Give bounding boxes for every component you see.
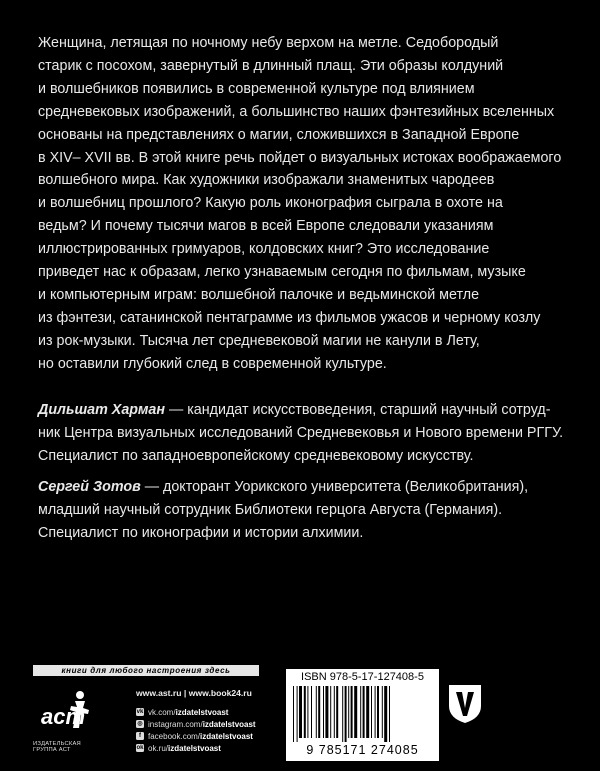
description-line: приведет нас к образам, легко узнаваемым сегодня по фильмам, музыке: [38, 264, 526, 281]
tagline: книги для любого настроения здесь: [33, 665, 259, 676]
social-url-prefix: ok.ru/: [148, 743, 169, 753]
barcode-bar: [293, 686, 294, 742]
barcode-bar: [304, 686, 306, 738]
barcode-bar: [360, 686, 361, 738]
description-line: основаны на представлениях о магии, сложившихся в Западной Европе: [38, 126, 520, 143]
social-url-prefix: instagram.com/: [148, 719, 203, 729]
description-line: но оставили глубокий след в современной культуре.: [38, 355, 387, 372]
odnoklassniki-icon: ok: [136, 745, 144, 751]
websites[interactable]: www.ast.ru | www.book24.ru: [136, 688, 252, 698]
description-line: волшебного мира. Как художники изображали знаменитых чародеев: [38, 172, 495, 189]
barcode-bar: [336, 686, 338, 738]
barcode-bar: [334, 686, 335, 738]
author-name: Сергей Зотов: [38, 479, 141, 495]
social-handle: izdatelstvoast: [200, 731, 253, 741]
description-line: Женщина, летящая по ночному небу верхом на метле. Седобородый: [38, 35, 499, 51]
social-links: [136, 706, 256, 754]
barcode-bar: [348, 686, 349, 738]
social-handle: izdatelstvoast: [202, 719, 256, 729]
description-line: из фэнтези, сатанинской пентаграмме из фильмов ужасов и черному козлу: [38, 309, 541, 326]
barcode-bar: [371, 686, 372, 738]
barcode-bar: [297, 686, 298, 742]
author-name: Дильшат Харман: [38, 402, 165, 418]
vk-icon: vk: [136, 709, 144, 715]
barcode-bar: [330, 686, 331, 738]
barcode-bar: [299, 686, 302, 738]
barcode-bar: [354, 686, 357, 738]
description-line: иллюстрированных гримуаров, колдовских книг? Это исследование: [38, 241, 490, 258]
barcode-bar: [351, 686, 353, 738]
facebook-icon: f: [136, 732, 144, 740]
barcode-number: 9 785171 274085: [306, 743, 419, 757]
ast-logo-icon: [37, 688, 95, 736]
social-url-prefix: facebook.com/: [148, 731, 201, 741]
barcode-bar: [345, 686, 347, 742]
barcode-bar: [384, 686, 387, 742]
description-line: и компьютерным играм: волшебной палочке и ведьминской метле: [38, 286, 480, 303]
instagram-icon: ◎: [137, 721, 143, 727]
barcode-bar: [377, 686, 379, 738]
publisher-name: ИЗДАТЕЛЬСКАЯ ГРУППА АСТ: [33, 741, 81, 753]
barcode-bar: [382, 686, 383, 738]
description-line: из рок-музыки. Тысяча лет средневековой магии не канули в Лету,: [38, 332, 480, 349]
social-handle: izdatelstvoast: [168, 743, 221, 753]
logo-text: аст: [41, 704, 86, 729]
description-line: и волшебников появились в современной культуре под влиянием: [38, 80, 475, 97]
back-cover-footer: [33, 664, 567, 764]
barcode-bar: [342, 686, 343, 742]
barcode-bar: [316, 686, 317, 738]
description-line: и волшебниц прошлого? Какую роль иконография сыграла в охоте на: [38, 195, 503, 212]
description-line: старик с посохом, завернутый в длинный плащ. Эти образы колдуний: [38, 57, 504, 74]
author-bio-harman: Дильшат Харман — кандидат искусствоведения, старший научный сотруд- ник Центра визуальных исследований Средневековья и Нового времени РГГУ. Специалист по западноевропейскому средневековому искусству.: [38, 402, 564, 464]
description-line: ведьм? И почему тысячи магов в всей Европе следовали указаниям: [38, 218, 494, 235]
barcode-bar: [363, 686, 365, 738]
social-handle: izdatelstvoast: [175, 707, 229, 717]
barcode-bar: [307, 686, 308, 738]
social-url-prefix: vk.com/: [148, 707, 176, 717]
barcode-bar: [375, 686, 376, 738]
social-link[interactable]: [136, 718, 256, 730]
shield-v-icon: [448, 684, 482, 724]
barcode: [291, 686, 434, 742]
barcode-bar: [311, 686, 312, 738]
social-link[interactable]: [136, 706, 256, 718]
barcode-bar: [325, 686, 328, 738]
description-line: средневековых изображений, а большинство наших фэнтезийных вселенных: [38, 103, 555, 120]
barcode-bar: [318, 686, 320, 738]
book-description: [38, 32, 568, 376]
isbn-barcode-block: [286, 669, 439, 761]
author-bio-zotov: Сергей Зотов — докторант Уорикского университета (Великобритания), младший научный сотрудник Библиотеки герцога Августа (Германия). Специалист по иконографии и истории алхимии.: [38, 479, 529, 541]
barcode-bar: [366, 686, 369, 738]
isbn-text: ISBN 978-5-17-127408-5: [301, 671, 424, 683]
social-link[interactable]: [136, 730, 256, 742]
social-link[interactable]: [136, 742, 256, 754]
barcode-bar: [323, 686, 324, 738]
barcode-bar: [389, 686, 390, 742]
description-line: в XIV– XVII вв. В этой книге речь пойдет о визуальных истоках воображаемого: [38, 149, 562, 166]
